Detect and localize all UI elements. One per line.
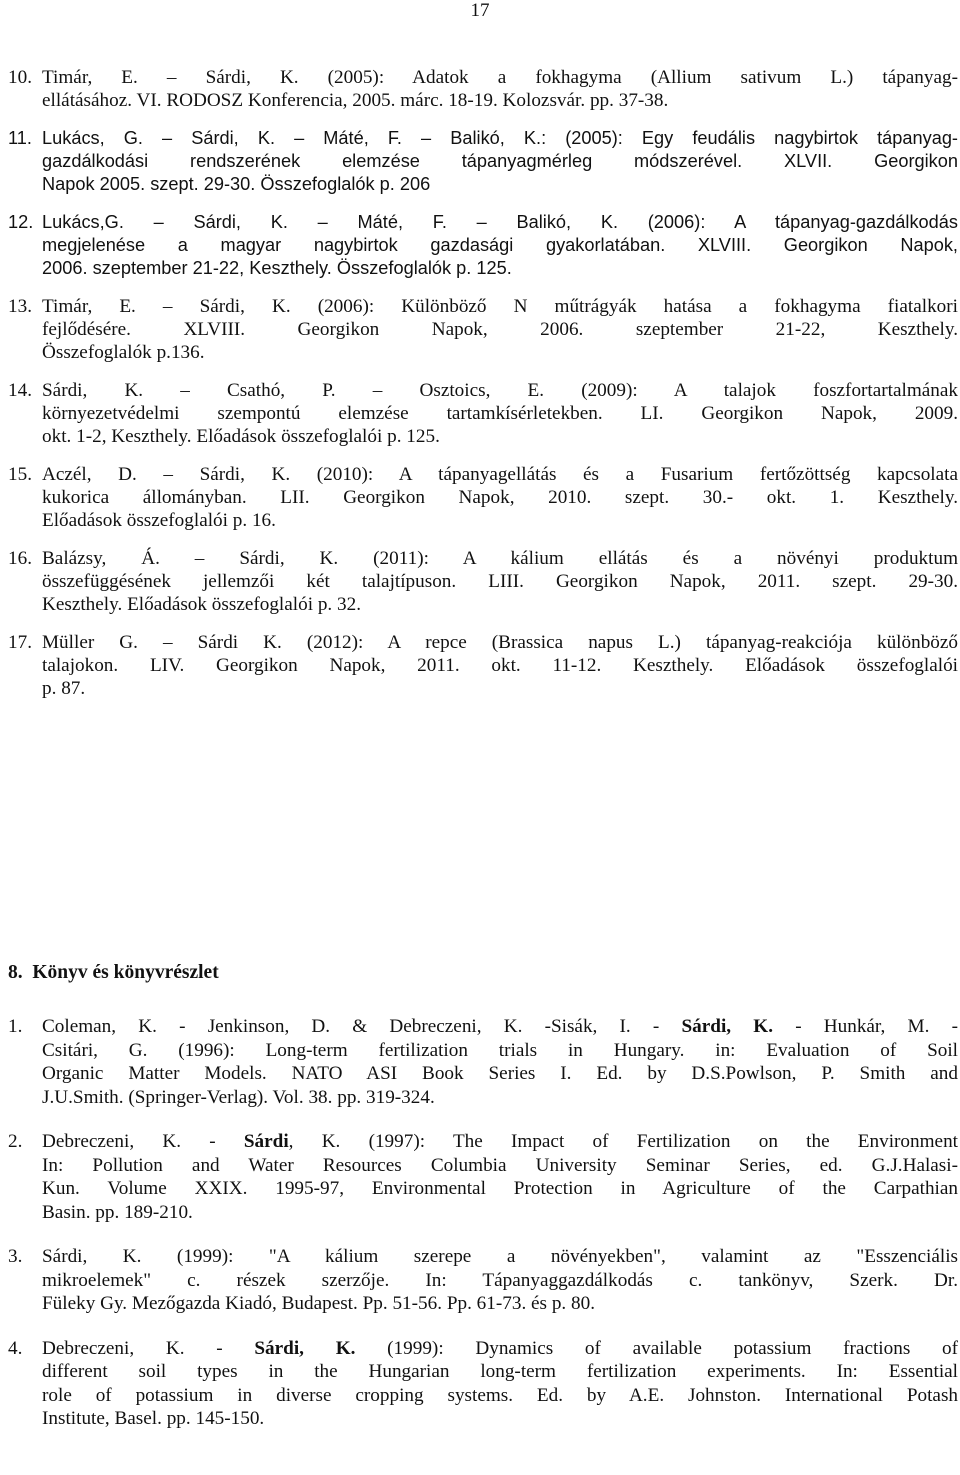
reference-item <box>8 463 958 532</box>
reference-line: gazdálkodási rendszerének elemzése tápanyagmérleg módszerével. XLVII. Georgikon <box>42 151 958 171</box>
book-line: Debreczeni, K. - Sárdi, K. (1997): The Impact of Fertilization on the Environment <box>42 1131 958 1152</box>
reference-number: 12. <box>8 212 34 232</box>
reference-number: 14. <box>8 380 32 401</box>
book-number: 1. <box>8 1016 23 1037</box>
reference-line: 2006. szeptember 21-22, Keszthely. Összefoglalók p. 125. <box>42 258 512 278</box>
book-item <box>8 1130 958 1224</box>
book-line: Basin. pp. 189-210. <box>42 1201 193 1223</box>
reference-line: összefüggésének jellemzői két talajtípuson. LIII. Georgikon Napok, 2011. szept. 29-30. <box>42 571 958 592</box>
book-item <box>8 1245 958 1316</box>
book-line: Organic Matter Models. NATO ASI Book Series I. Ed. by D.S.Powlson, P. Smith and <box>42 1063 958 1084</box>
reference-line: Balázsy, Á. – Sárdi, K. (2011): A kálium ellátás és a növényi produktum <box>42 548 958 569</box>
book-line: Füleky Gy. Mezőgazda Kiadó, Budapest. Pp. 51-56. Pp. 61-73. és p. 80. <box>42 1293 595 1314</box>
reference-line: Müller G. – Sárdi K. (2012): A repce (Brassica napus L.) tápanyag-reakciója különböző <box>42 632 958 653</box>
reference-item <box>8 631 958 700</box>
reference-line: Napok 2005. szept. 29-30. Összefoglalók p. 206 <box>42 174 431 194</box>
book-line: mikroelemek" c. részek szerzője. In: Tápanyaggazdálkodás c. tankönyv, Szerk. Dr. <box>42 1269 958 1291</box>
reference-item <box>8 295 958 364</box>
reference-number: 10. <box>8 67 32 88</box>
book-line: Institute, Basel. pp. 145-150. <box>42 1408 265 1429</box>
book-line: In: Pollution and Water Resources Columbia University Seminar Series, ed. G.J.Halasi- <box>42 1154 958 1176</box>
book-number: 2. <box>8 1131 23 1152</box>
reference-line: talajokon. LIV. Georgikon Napok, 2011. okt. 11-12. Keszthely. Előadások összefoglalói <box>42 655 958 676</box>
book-line: Coleman, K. - Jenkinson, D. & Debreczeni, K. -Sisák, I. - Sárdi, K. - Hunkár, M. - <box>42 1016 958 1037</box>
reference-item <box>8 66 958 112</box>
reference-line: Előadások összefoglalói p. 16. <box>42 510 276 531</box>
book-line: role of potassium in diverse cropping systems. Ed. by A.E. Johnston. International Potash <box>42 1384 958 1406</box>
book-line: Csitári, G. (1996): Long-term fertilization trials in Hungary. in: Evaluation of Soil <box>42 1039 958 1061</box>
reference-line: Aczél, D. – Sárdi, K. (2010): A tápanyagellátás és a Fusarium fertőzöttség kapcsolata <box>42 464 958 485</box>
reference-item <box>8 127 958 196</box>
reference-line: Sárdi, K. – Csathó, P. – Osztoics, E. (2009): A talajok foszfortartalmának <box>42 380 958 401</box>
reference-item <box>8 547 958 616</box>
book-line: J.U.Smith. (Springer-Verlag). Vol. 38. pp. 319-324. <box>42 1086 435 1108</box>
book-number: 4. <box>8 1337 23 1359</box>
reference-number: 16. <box>8 548 32 569</box>
reference-line: Lukács, G. – Sárdi, K. – Máté, F. – Balikó, K.: (2005): Egy feudális nagybirtok tápanyag- <box>42 128 958 148</box>
reference-line: ellátásához. VI. RODOSZ Konferencia, 2005. márc. 18-19. Kolozsvár. pp. 37-38. <box>42 90 669 111</box>
book-line: Kun. Volume XXIX. 1995-97, Environmental Protection in Agriculture of the Carpathian <box>42 1178 958 1199</box>
section-title: Könyv és könyvrészlet <box>32 962 219 983</box>
book-item <box>8 1015 958 1109</box>
book-line: Debreczeni, K. - Sárdi, K. (1999): Dynamics of available potassium fractions of <box>42 1337 959 1359</box>
highlighted-author: Sárdi <box>243 1131 289 1152</box>
reference-number: 13. <box>8 296 32 317</box>
reference-number: 17. <box>8 632 32 653</box>
reference-number: 11. <box>8 128 32 148</box>
section-heading <box>8 962 219 984</box>
section-number: 8. <box>8 962 23 983</box>
reference-line: p. 87. <box>42 678 86 699</box>
reference-line: Lukács,G. – Sárdi, K. – Máté, F. – Balikó, K. (2006): A tápanyag-gazdálkodás <box>42 212 958 232</box>
reference-line: Timár, E. – Sárdi, K. (2006): Különböző N műtrágyák hatása a fokhagyma fiatalkori <box>42 296 958 317</box>
reference-line: Keszthely. Előadások összefoglalói p. 32. <box>42 594 362 615</box>
book-item <box>8 1337 958 1431</box>
book-line: Sárdi, K. (1999): "A kálium szerepe a növényekben", valamint az "Esszenciális <box>42 1246 958 1267</box>
reference-item <box>8 211 958 280</box>
reference-line: környezetvédelmi szempontú elemzése tartamkísérletekben. LI. Georgikon Napok, 2009. <box>42 403 958 424</box>
reference-line: kukorica állományban. LII. Georgikon Napok, 2010. szept. 30.- okt. 1. Keszthely. <box>42 487 958 508</box>
page-number: 17 <box>470 0 490 21</box>
highlighted-author: Sárdi, K. <box>681 1016 773 1037</box>
book-line: different soil types in the Hungarian long-term fertilization experiments. In: Essential <box>42 1361 958 1382</box>
book-number: 3. <box>8 1246 23 1267</box>
reference-number: 15. <box>8 464 32 485</box>
highlighted-author: Sárdi, K. <box>254 1337 356 1359</box>
reference-line: okt. 1-2, Keszthely. Előadások összefoglalói p. 125. <box>42 426 440 447</box>
book-references <box>8 1015 958 1452</box>
reference-line: Timár, E. – Sárdi, K. (2005): Adatok a fokhagyma (Allium sativum L.) tápanyag- <box>42 67 958 88</box>
reference-line: Összefoglalók p.136. <box>42 342 205 363</box>
reference-item <box>8 379 958 448</box>
reference-line: megjelenése a magyar nagybirtok gazdasági gyakorlatában. XLVIII. Georgikon Napok, <box>42 235 958 255</box>
conference-references <box>8 66 958 715</box>
reference-line: fejlődésére. XLVIII. Georgikon Napok, 2006. szeptember 21-22, Keszthely. <box>42 319 958 340</box>
